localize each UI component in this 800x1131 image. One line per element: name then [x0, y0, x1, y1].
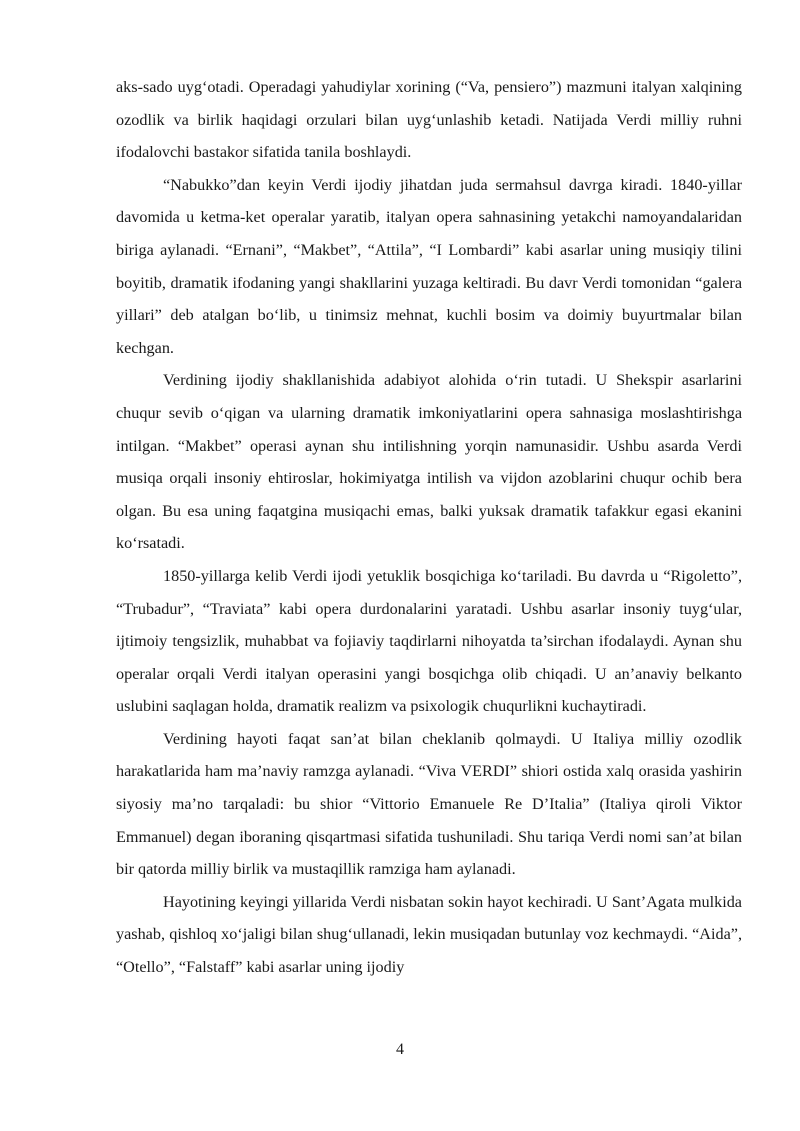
paragraph-later-years: Hayotining keyingi yillarida Verdi nisbatan sokin hayot kechiradi. U Sant’Agata mulkida yashab, qishloq xo‘jaligi bilan shug‘ullanadi, lekin musiqadan butunlay voz kechmaydi. “Aida”, “Otello”, “Falstaff” kabi asarlar uning ijodiy: [116, 892, 742, 977]
paragraph-viva-verdi: Verdining hayoti faqat san’at bilan cheklanib qolmaydi. U Italiya milliy ozodlik harakatlarida ham ma’naviy ramzga aylanadi. “Viva VERDI” shiori ostida xalq orasida yashirin siyosiy ma’no tarqaladi: bu shior “Vittorio Emanuele Re D’Italia” (Italiya qiroli Viktor Emmanuel) degan iboraning qisqartmasi sifatida tushuniladi. Shu tariqa Verdi nomi san’at bilan bir qatorda milliy birlik va mustaqillik ramziga ham aylanadi.: [116, 729, 742, 879]
paragraph-continued: aks-sado uyg‘otadi. Operadagi yahudiylar xorining (“Va, pensiero”) mazmuni italyan xalqining ozodlik va birlik haqidagi orzulari bilan uyg‘unlashib ketadi. Natijada Verdi milliy ruhni ifodalovchi bastakor sifatida tanila boshlaydi.: [116, 78, 742, 162]
page-number: 4: [396, 1041, 404, 1058]
paragraph-1850s: 1850-yillarga kelib Verdi ijodi yetuklik bosqichiga ko‘tariladi. Bu davrda u “Rigoletto”, “Trubadur”, “Traviata” kabi opera durdonalarini yaratadi. Ushbu asarlar insoniy tuyg‘ular, ijtimoiy tengsizlik, muhabbat va fojiaviy taqdirlarni nihoyatda ta’sirchan ifodalaydi. Aynan shu operalar orqali Verdi italyan operasini yangi bosqichga olib chiqadi. U an’anaviy belkanto uslubini saqlagan holda, dramatik realizm va psixologik chuqurlikni kuchaytiradi.: [116, 566, 742, 716]
paragraph-literature: Verdining ijodiy shakllanishida adabiyot alohida o‘rin tutadi. U Shekspir asarlarini chuqur sevib o‘qigan va ularning dramatik imkoniyatlarini opera sahnasiga moslashtirishga intilgan. “Makbet” operasi aynan shu intilishning yorqin namunasidir. Ushbu asarda Verdi musiqa orqali insoniy ehtiroslar, hokimiyatga intilish va vijdon azoblarini chuqur ochib bera olgan. Bu esa uning faqatgina musiqachi emas, balki yuksak dramatik tafakkur egasi ekanini ko‘rsatadi.: [116, 371, 742, 553]
paragraph-nabukko: “Nabukko”dan keyin Verdi ijodiy jihatdan juda sermahsul davrga kiradi. 1840-yillar davomida u ketma-ket operalar yaratib, italyan opera sahnasining yetakchi namoyandalaridan biriga aylanadi. “Ernani”, “Makbet”, “Attila”, “I Lombardi” kabi asarlar uning musiqiy tilini boyitib, dramatik ifodaning yangi shakllarini yuzaga keltiradi. Bu davr Verdi tomonidan “galera yillari” deb atalgan bo‘lib, u tinimsiz mehnat, kuchli bosim va doimiy buyurtmalar bilan kechgan.: [116, 175, 742, 357]
body-text: [116, 71, 742, 984]
